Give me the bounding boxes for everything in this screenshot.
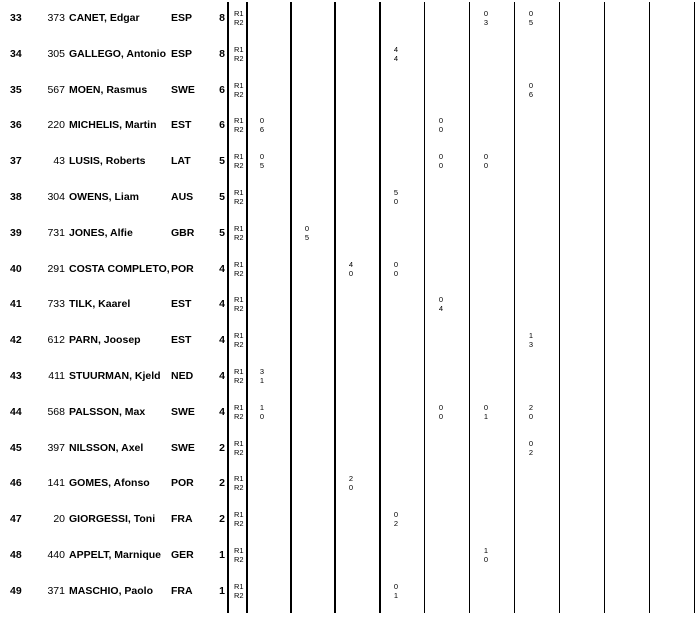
points-cell: 4 [219,298,225,311]
score-r1: 0 [259,152,265,162]
round-label: R2 [234,18,244,27]
round-label: R1 [234,295,244,305]
nation-code: POR [171,262,194,275]
score-r2: 0 [393,197,399,206]
round-label: R2 [234,161,244,171]
round-label: R1 [234,402,244,412]
round-label: R2 [234,125,244,135]
athlete-name: PALSSON, Max [69,405,146,418]
points-cell: 4 [219,370,225,382]
rank-cell: 36 [10,119,22,132]
points-cell: 6 [219,83,225,96]
rank-cell: 46 [10,477,22,490]
score-r2: 2 [528,447,534,457]
nation-code: SWE [171,83,195,96]
athlete-name: COSTA COMPLETO, [69,262,170,275]
nation-code: GBR [171,226,195,239]
bib-cell: 141 [47,477,65,490]
athlete-name: PARN, Joosep [69,334,141,347]
table-row [0,76,699,112]
round-label: R2 [234,197,244,206]
score-r1: 0 [438,402,444,412]
round-label: R1 [234,331,244,341]
bib-cell: 411 [48,370,65,382]
bib-cell: 731 [47,226,65,239]
rank-cell: 47 [10,513,22,526]
bib-cell: 567 [47,83,65,96]
points-cell: 4 [219,405,225,418]
table-row [0,505,699,541]
rank-cell: 37 [10,155,22,168]
bib-cell: 43 [53,155,65,168]
athlete-name: GIORGESSI, Toni [69,513,156,526]
round-label: R1 [234,223,244,233]
rank-cell: 34 [10,47,22,60]
points-cell: 6 [219,119,225,132]
round-label: R1 [234,152,244,162]
bib-cell: 305 [47,47,65,60]
rank-cell: 35 [10,83,22,96]
table-row [0,398,699,434]
round-label: R1 [234,80,244,90]
nation-code: ESP [171,47,193,60]
round-label: R1 [234,581,244,591]
nation-code: GER [171,549,194,561]
round-label: R2 [234,304,244,314]
score-r2: 5 [259,161,265,171]
score-r2: 5 [304,232,310,242]
score-r1: 5 [393,188,399,197]
points-cell: 4 [219,262,225,275]
bib-cell: 291 [47,262,65,275]
round-label: R1 [234,188,244,197]
points-cell: 2 [219,513,225,526]
athlete-name: MASCHIO, Paolo [69,584,154,597]
table-row [0,4,699,40]
score-r1: 4 [348,259,354,269]
score-r1: 2 [528,402,534,412]
score-r2: 6 [528,89,534,99]
bib-cell: 440 [47,549,65,561]
score-r2: 5 [528,18,534,27]
table-row [0,434,699,470]
rank-cell: 40 [10,262,22,275]
rank-cell: 43 [10,370,22,382]
score-r1: 4 [393,44,399,54]
bib-cell: 568 [47,405,65,418]
round-label: R2 [234,268,244,278]
athlete-name: GOMES, Afonso [69,477,150,490]
table-row [0,183,699,219]
score-r1: 3 [259,367,265,376]
bib-cell: 373 [47,12,65,24]
round-label: R1 [234,116,244,126]
score-r2: 0 [348,483,354,493]
score-r1: 0 [438,116,444,126]
rank-cell: 39 [10,226,22,239]
rank-cell: 45 [10,441,22,454]
table-row [0,362,699,398]
athlete-name: APPELT, Marnique [69,549,161,561]
table-row [0,147,699,183]
round-label: R2 [234,590,244,600]
bib-cell: 612 [47,334,65,347]
round-label: R2 [234,447,244,457]
points-cell: 8 [219,12,225,24]
points-cell: 1 [219,584,225,597]
nation-code: EST [171,119,192,132]
round-label: R1 [234,367,244,376]
athlete-name: NILSSON, Axel [69,441,144,454]
rank-cell: 33 [10,12,22,24]
score-r1: 0 [304,223,310,233]
rank-cell: 49 [10,584,22,597]
score-r2: 1 [483,411,489,421]
score-r2: 0 [259,411,265,421]
score-r1: 0 [393,510,399,520]
score-r1: 0 [483,152,489,162]
rank-cell: 42 [10,334,22,347]
rank-cell: 41 [10,298,22,311]
score-r2: 0 [438,161,444,171]
athlete-name: TILK, Kaarel [69,298,131,311]
nation-code: POR [171,477,194,490]
rank-cell: 38 [10,191,22,203]
points-cell: 8 [219,47,225,60]
round-label: R1 [234,44,244,54]
round-label: R2 [234,483,244,493]
nation-code: NED [171,370,194,382]
score-r2: 0 [438,125,444,135]
nation-code: LAT [171,155,191,168]
athlete-name: STUURMAN, Kjeld [69,370,161,382]
score-r1: 0 [483,9,489,18]
nation-code: AUS [171,191,194,203]
round-label: R2 [234,232,244,242]
score-r1: 0 [528,80,534,90]
nation-code: SWE [171,441,195,454]
round-label: R1 [234,474,244,484]
table-row [0,219,699,255]
nation-code: FRA [171,513,193,526]
table-row [0,111,699,147]
score-r1: 0 [438,152,444,162]
bib-cell: 371 [47,584,65,597]
points-cell: 1 [219,549,225,561]
score-r1: 1 [483,546,489,555]
table-row [0,326,699,362]
table-row [0,290,699,326]
points-cell: 2 [219,477,225,490]
rank-cell: 48 [10,549,22,561]
round-label: R2 [234,89,244,99]
score-r1: 0 [393,581,399,591]
score-r2: 4 [438,304,444,314]
points-cell: 4 [219,334,225,347]
athlete-name: JONES, Alfie [69,226,133,239]
bib-cell: 304 [47,191,65,203]
athlete-name: CANET, Edgar [69,12,140,24]
score-r2: 1 [259,376,265,385]
nation-code: FRA [171,584,193,597]
points-cell: 5 [219,191,225,203]
score-r1: 0 [528,438,534,448]
rank-cell: 44 [10,405,22,418]
round-label: R2 [234,340,244,350]
bib-cell: 20 [53,513,65,526]
points-cell: 5 [219,226,225,239]
table-row [0,577,699,613]
round-label: R1 [234,259,244,269]
round-label: R1 [234,9,244,18]
score-r1: 0 [438,295,444,305]
points-cell: 2 [219,441,225,454]
bib-cell: 397 [47,441,65,454]
score-r1: 0 [393,259,399,269]
points-cell: 5 [219,155,225,168]
score-r2: 3 [528,340,534,350]
score-r2: 0 [483,555,489,564]
athlete-name: MOEN, Rasmus [69,83,148,96]
score-r1: 0 [259,116,265,126]
score-r2: 1 [393,590,399,600]
score-r1: 0 [483,402,489,412]
score-r2: 6 [259,125,265,135]
round-label: R1 [234,510,244,520]
nation-code: ESP [171,12,193,24]
score-r2: 0 [528,411,534,421]
score-r1: 1 [259,402,265,412]
score-r2: 0 [483,161,489,171]
athlete-name: OWENS, Liam [69,191,140,203]
score-r1: 1 [528,331,534,341]
round-label: R2 [234,519,244,529]
table-row [0,469,699,505]
round-label: R2 [234,555,244,564]
round-label: R1 [234,438,244,448]
bib-cell: 733 [47,298,65,311]
round-label: R1 [234,546,244,555]
score-r2: 0 [393,268,399,278]
round-label: R2 [234,411,244,421]
score-r2: 0 [438,411,444,421]
nation-code: SWE [171,405,195,418]
table-row [0,541,699,577]
bib-cell: 220 [47,119,65,132]
score-r2: 3 [483,18,489,27]
score-r2: 4 [393,53,399,63]
athlete-name: GALLEGO, Antonio [69,47,167,60]
score-r1: 2 [348,474,354,484]
table-row [0,40,699,76]
score-r2: 0 [348,268,354,278]
nation-code: EST [171,298,192,311]
nation-code: EST [171,334,192,347]
athlete-name: MICHELIS, Martin [69,119,157,132]
score-r1: 0 [528,9,534,18]
round-label: R2 [234,53,244,63]
score-r2: 2 [393,519,399,529]
table-row [0,255,699,291]
round-label: R2 [234,376,244,385]
athlete-name: LUSIS, Roberts [69,155,146,168]
